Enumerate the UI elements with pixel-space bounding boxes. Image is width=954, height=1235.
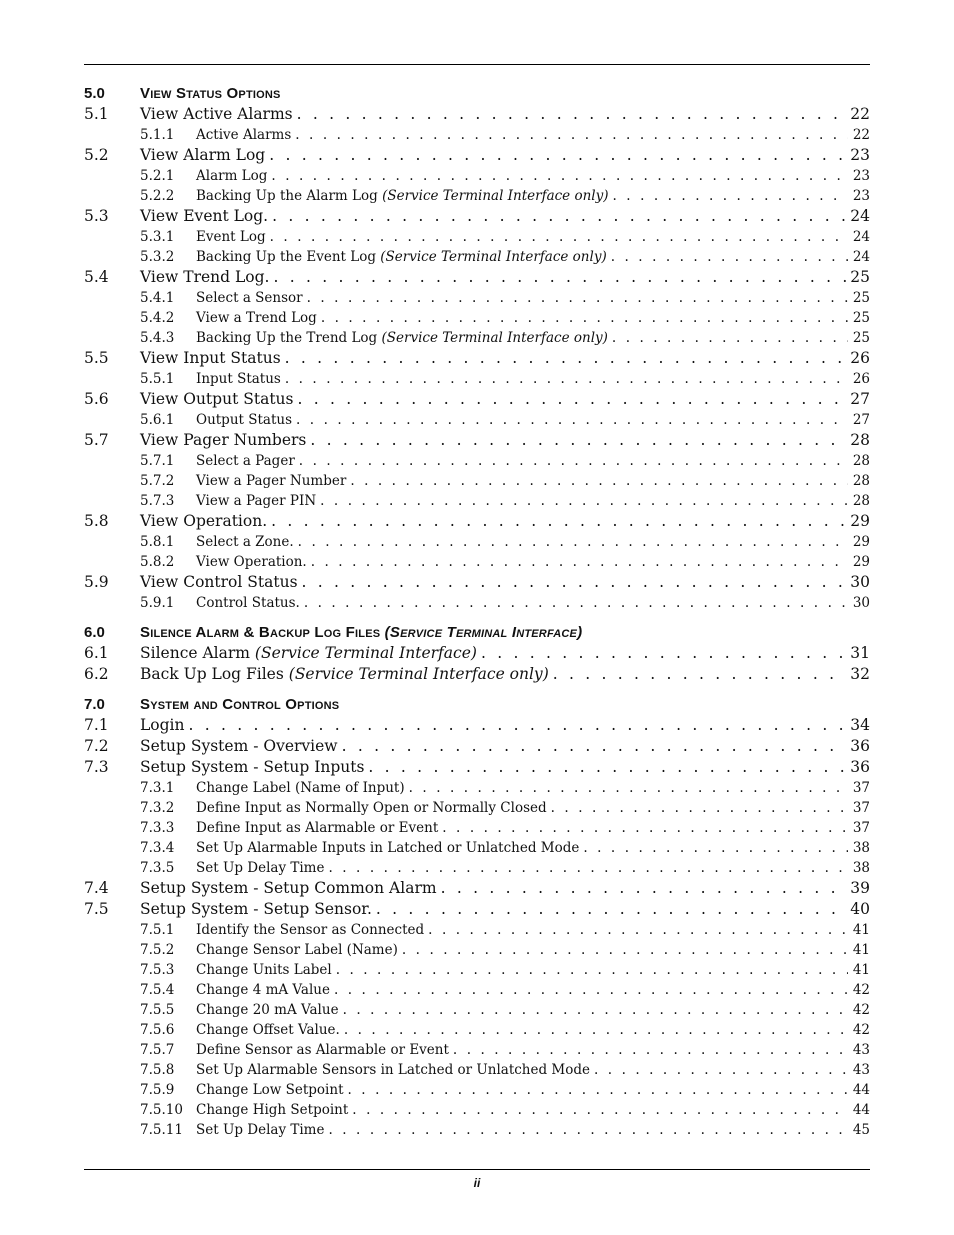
toc-entry-number: 5.4.3	[140, 330, 175, 346]
toc-entry-title: Backing Up the Alarm Log (Service Terminal Interface only)	[196, 188, 609, 204]
dot-leader	[441, 879, 847, 897]
toc-entry-number: 7.5.7	[140, 1042, 175, 1058]
toc-entry-title: Select a Pager	[196, 453, 295, 469]
toc-entry-title: Setup System - Setup Sensor.	[140, 900, 372, 918]
toc-entry-number: 7.5.10	[140, 1102, 183, 1118]
dot-leader	[320, 493, 848, 509]
toc-entry-title: Setup System - Overview	[140, 737, 338, 755]
dot-leader	[307, 290, 848, 306]
toc-entry-number: 5.7.1	[140, 453, 175, 469]
toc-entry-title: View a Trend Log	[196, 310, 317, 326]
toc-entry-title: Change 20 mA Value	[196, 1002, 339, 1018]
toc-entry-page: 44	[852, 1102, 870, 1118]
toc-entry-title: Silence Alarm (Service Terminal Interface)	[140, 644, 477, 662]
toc-entry-page: 25	[852, 310, 870, 326]
toc-entry-number: 7.5.6	[140, 1022, 175, 1038]
toc-entry-page: 41	[852, 962, 870, 978]
toc-entry-number: 5.3.2	[140, 249, 175, 265]
toc-entry[interactable]	[84, 570, 870, 591]
toc-entry-number: 5.2.1	[140, 168, 175, 184]
toc-entry[interactable]	[84, 245, 870, 265]
dot-leader	[271, 512, 846, 530]
toc-entry-number: 7.5.9	[140, 1082, 175, 1098]
toc-entry[interactable]	[84, 1058, 870, 1078]
toc-entry[interactable]	[84, 489, 870, 509]
toc-entry-page: 43	[852, 1062, 870, 1078]
toc-entry-number: 7.3.2	[140, 800, 175, 816]
toc-entry-title: Identify the Sensor as Connected	[196, 922, 425, 938]
toc-entry[interactable]	[84, 938, 870, 958]
toc-entry-number: 5.1	[84, 105, 109, 123]
toc-entry-number: 7.1	[84, 716, 109, 734]
toc-entry-page: 36	[850, 737, 870, 755]
toc-entry-page: 23	[850, 146, 870, 164]
dot-leader	[285, 371, 848, 387]
dot-leader	[613, 188, 849, 204]
toc-entry-title: Change 4 mA Value	[196, 982, 330, 998]
toc-entry-page: 41	[852, 922, 870, 938]
toc-entry-title: Output Status	[196, 412, 293, 428]
toc-entry-number: 7.5.5	[140, 1002, 175, 1018]
toc-entry-page: 28	[852, 453, 870, 469]
toc-entry-title: Change Label (Name of Input)	[196, 780, 405, 796]
toc-entry[interactable]	[84, 978, 870, 998]
dot-leader	[368, 758, 846, 776]
toc-entry-page: 37	[852, 820, 870, 836]
toc-entry-number: 5.8.1	[140, 534, 175, 550]
toc-entry-title: View Active Alarms	[140, 105, 293, 123]
toc-entry-page: 24	[852, 229, 870, 245]
toc-entry-number: 5.7	[84, 431, 109, 449]
toc-entry[interactable]	[84, 713, 870, 734]
dot-leader	[271, 168, 848, 184]
toc-entry-title: Backing Up the Event Log (Service Terminal Interface only)	[196, 249, 607, 265]
toc-entry-title: View Input Status	[140, 349, 281, 367]
toc-entry-page: 26	[850, 349, 870, 367]
toc-entry[interactable]	[84, 918, 870, 938]
toc-entry-title: Change Units Label	[196, 962, 332, 978]
dot-leader	[189, 716, 847, 734]
toc-entry-page: 26	[852, 371, 870, 387]
toc-entry-title: Change High Setpoint	[196, 1102, 349, 1118]
toc-entry-page: 24	[852, 249, 870, 265]
dot-leader	[342, 737, 847, 755]
toc-entry-page: 45	[852, 1122, 870, 1138]
toc-entry-page: 22	[852, 127, 870, 143]
toc-entry-page: 28	[852, 493, 870, 509]
toc-entry-number: 5.4	[84, 268, 109, 286]
toc-entry-title: View Pager Numbers	[140, 431, 307, 449]
toc-entry[interactable]	[84, 876, 870, 897]
toc-entry-number: 5.1.1	[140, 127, 175, 143]
toc-entry-number: 5.2	[84, 146, 109, 164]
toc-entry-page: 38	[852, 840, 870, 856]
dot-leader	[297, 105, 847, 123]
toc-entry-title: View Trend Log.	[140, 268, 270, 286]
toc-entry-qualifier: (Service Terminal Interface only)	[381, 330, 608, 346]
dot-leader	[285, 349, 847, 367]
toc-entry-page: 37	[852, 800, 870, 816]
toc-entry[interactable]	[84, 641, 870, 662]
dot-leader	[453, 1042, 848, 1058]
toc-entry-number: 7.3.4	[140, 840, 175, 856]
toc-entry-page: 25	[852, 290, 870, 306]
toc-entry-title: Define Sensor as Alarmable or Event	[196, 1042, 449, 1058]
dot-leader	[352, 1102, 848, 1118]
toc-entry[interactable]	[84, 123, 870, 143]
toc-entry-title: Set Up Alarmable Sensors in Latched or Unlatched Mode	[196, 1062, 590, 1078]
toc-entry-number: 7.3	[84, 758, 109, 776]
toc-entry-number: 7.5.11	[140, 1122, 183, 1138]
table-of-contents	[84, 78, 870, 1138]
toc-entry[interactable]	[84, 346, 870, 367]
toc-entry-title: Setup System - Setup Common Alarm	[140, 879, 437, 897]
toc-entry-page: 25	[852, 330, 870, 346]
toc-entry-title: Define Input as Alarmable or Event	[196, 820, 439, 836]
toc-entry-number: 7.3.3	[140, 820, 175, 836]
dot-leader	[328, 1122, 848, 1138]
toc-entry[interactable]	[84, 265, 870, 286]
dot-leader	[297, 390, 846, 408]
toc-entry-title: Control Status.	[196, 595, 300, 611]
toc-entry-title: Select a Zone.	[196, 534, 294, 550]
toc-entry-qualifier: (Service Terminal Interface only)	[288, 665, 549, 683]
toc-entry-page: 28	[852, 473, 870, 489]
toc-entry-qualifier: (Service Terminal Interface)	[384, 624, 583, 641]
toc-entry[interactable]	[84, 387, 870, 408]
toc-entry[interactable]	[84, 1078, 870, 1098]
toc-entry-page: 38	[852, 860, 870, 876]
toc-section-heading[interactable]	[84, 617, 870, 641]
toc-entry-qualifier: (Service Terminal Interface only)	[380, 249, 607, 265]
footer-rule	[84, 1169, 870, 1170]
toc-entry[interactable]	[84, 102, 870, 123]
toc-entry-title: View Alarm Log	[140, 146, 266, 164]
toc-entry-qualifier: (Service Terminal Interface)	[254, 644, 477, 662]
toc-entry-number: 6.1	[84, 644, 109, 662]
toc-entry-page: 32	[850, 665, 870, 683]
toc-section-heading[interactable]	[84, 689, 870, 713]
toc-entry-number: 5.4.1	[140, 290, 175, 306]
toc-entry-number: 5.8	[84, 512, 109, 530]
header-rule	[84, 64, 870, 65]
toc-entry-title: Set Up Alarmable Inputs in Latched or Unlatched Mode	[196, 840, 580, 856]
toc-entry-title: View Output Status	[140, 390, 294, 408]
toc-entry[interactable]	[84, 755, 870, 776]
toc-entry[interactable]	[84, 1038, 870, 1058]
toc-entry[interactable]	[84, 306, 870, 326]
dot-leader	[321, 310, 848, 326]
toc-entry-title: Silence Alarm & Backup Log Files (Service Terminal Interface)	[140, 624, 583, 641]
toc-entry-title: Change Offset Value.	[196, 1022, 340, 1038]
dot-leader	[304, 595, 848, 611]
toc-entry[interactable]	[84, 449, 870, 469]
dot-leader	[328, 860, 848, 876]
toc-entry-qualifier: (Service Terminal Interface only)	[382, 188, 609, 204]
toc-entry-title: Input Status	[196, 371, 281, 387]
dot-leader	[298, 534, 848, 550]
toc-entry-page: 29	[852, 534, 870, 550]
toc-entry-page: 31	[850, 644, 870, 662]
toc-entry[interactable]	[84, 204, 870, 225]
toc-entry-number: 7.5.1	[140, 922, 175, 938]
toc-entry[interactable]	[84, 796, 870, 816]
toc-entry-page: 23	[852, 168, 870, 184]
toc-entry[interactable]	[84, 1018, 870, 1038]
toc-entry-number: 5.3	[84, 207, 109, 225]
toc-entry[interactable]	[84, 367, 870, 387]
dot-leader	[583, 840, 848, 856]
dot-leader	[344, 1022, 848, 1038]
dot-leader	[343, 1002, 848, 1018]
toc-entry[interactable]	[84, 662, 870, 683]
toc-entry[interactable]	[84, 184, 870, 204]
toc-entry-page: 25	[850, 268, 870, 286]
toc-entry-number: 7.4	[84, 879, 109, 897]
dot-leader	[295, 127, 848, 143]
toc-entry-number: 5.4.2	[140, 310, 175, 326]
toc-entry[interactable]	[84, 856, 870, 876]
toc-entry[interactable]	[84, 164, 870, 184]
toc-entry-page: 37	[852, 780, 870, 796]
toc-entry[interactable]	[84, 816, 870, 836]
toc-entry-title: Backing Up the Trend Log (Service Terminal Interface only)	[196, 330, 608, 346]
toc-entry-number: 6.0	[84, 624, 105, 641]
toc-entry[interactable]	[84, 836, 870, 856]
dot-leader	[481, 644, 846, 662]
toc-entry-page: 43	[852, 1042, 870, 1058]
dot-leader	[270, 229, 848, 245]
dot-leader	[310, 431, 846, 449]
toc-entry[interactable]	[84, 286, 870, 306]
toc-entry-page: 34	[850, 716, 870, 734]
dot-leader	[551, 800, 848, 816]
toc-section-heading[interactable]	[84, 78, 870, 102]
toc-entry-number: 5.7.3	[140, 493, 175, 509]
toc-entry[interactable]	[84, 776, 870, 796]
page-number: ii	[473, 1176, 481, 1190]
toc-entry-page: 23	[852, 188, 870, 204]
toc-entry-page: 42	[852, 1022, 870, 1038]
toc-entry-number: 7.0	[84, 696, 105, 713]
toc-entry-number: 5.6	[84, 390, 109, 408]
dot-leader	[611, 249, 848, 265]
toc-entry[interactable]	[84, 143, 870, 164]
dot-leader	[334, 982, 848, 998]
toc-entry-page: 24	[850, 207, 870, 225]
toc-entry-page: 29	[852, 554, 870, 570]
dot-leader	[311, 554, 848, 570]
toc-entry-number: 5.6.1	[140, 412, 175, 428]
dot-leader	[402, 942, 848, 958]
toc-entry-page: 41	[852, 942, 870, 958]
toc-entry-number: 5.9	[84, 573, 109, 591]
toc-entry[interactable]	[84, 326, 870, 346]
toc-entry-page: 29	[850, 512, 870, 530]
toc-entry-number: 5.2.2	[140, 188, 175, 204]
toc-entry-title: View a Pager PIN	[196, 493, 317, 509]
toc-entry-title: Back Up Log Files (Service Terminal Interface only)	[140, 665, 549, 683]
toc-entry[interactable]	[84, 509, 870, 530]
dot-leader	[612, 330, 848, 346]
toc-entry-page: 22	[850, 105, 870, 123]
toc-entry-number: 5.7.2	[140, 473, 175, 489]
toc-entry-page: 27	[852, 412, 870, 428]
toc-entry-title: View Control Status	[140, 573, 298, 591]
dot-leader	[553, 665, 847, 683]
toc-entry-page: 27	[850, 390, 870, 408]
toc-entry-page: 39	[850, 879, 870, 897]
dot-leader	[348, 1082, 849, 1098]
toc-entry-number: 7.5.2	[140, 942, 175, 958]
toc-entry-title: View Status Options	[140, 85, 281, 102]
toc-entry-title: Alarm Log	[196, 168, 268, 184]
toc-entry-title: Select a Sensor	[196, 290, 303, 306]
toc-entry-number: 5.3.1	[140, 229, 175, 245]
toc-entry[interactable]	[84, 469, 870, 489]
dot-leader	[273, 268, 846, 286]
dot-leader	[269, 146, 846, 164]
toc-entry-title: Change Sensor Label (Name)	[196, 942, 398, 958]
dot-leader	[302, 573, 847, 591]
toc-entry-title: View Operation.	[196, 554, 307, 570]
toc-entry-number: 7.5	[84, 900, 109, 918]
dot-leader	[594, 1062, 848, 1078]
toc-entry-number: 7.3.1	[140, 780, 175, 796]
toc-entry-page: 44	[852, 1082, 870, 1098]
toc-entry-number: 7.5.8	[140, 1062, 175, 1078]
toc-entry-title: System and Control Options	[140, 696, 340, 713]
toc-entry-title: View Operation.	[140, 512, 268, 530]
toc-entry[interactable]	[84, 530, 870, 550]
toc-entry-number: 7.2	[84, 737, 109, 755]
toc-entry-title: Active Alarms	[196, 127, 292, 143]
toc-entry-number: 5.5	[84, 349, 109, 367]
toc-entry[interactable]	[84, 998, 870, 1018]
toc-entry-title: Define Input as Normally Open or Normally Closed	[196, 800, 547, 816]
toc-entry-title: View a Pager Number	[196, 473, 347, 489]
dot-leader	[296, 412, 848, 428]
toc-entry-title: Change Low Setpoint	[196, 1082, 344, 1098]
toc-entry[interactable]	[84, 225, 870, 245]
toc-entry[interactable]	[84, 734, 870, 755]
toc-entry-number: 5.0	[84, 85, 105, 102]
toc-entry[interactable]	[84, 897, 870, 918]
toc-entry-page: 42	[852, 982, 870, 998]
toc-entry-page: 30	[852, 595, 870, 611]
toc-entry-page: 30	[850, 573, 870, 591]
toc-entry-title: Set Up Delay Time	[196, 860, 325, 876]
toc-entry-page: 40	[850, 900, 870, 918]
toc-entry[interactable]	[84, 550, 870, 570]
dot-leader	[376, 900, 846, 918]
dot-leader	[350, 473, 848, 489]
toc-entry-number: 5.8.2	[140, 554, 175, 570]
toc-entry[interactable]	[84, 428, 870, 449]
dot-leader	[272, 207, 846, 225]
dot-leader	[428, 922, 848, 938]
toc-entry-title: View Event Log.	[140, 207, 269, 225]
dot-leader	[336, 962, 848, 978]
dot-leader	[409, 780, 848, 796]
toc-entry[interactable]	[84, 958, 870, 978]
toc-entry-number: 6.2	[84, 665, 109, 683]
toc-entry-page: 28	[850, 431, 870, 449]
toc-entry-title: Event Log	[196, 229, 266, 245]
toc-entry-number: 7.5.4	[140, 982, 175, 998]
toc-entry[interactable]	[84, 591, 870, 611]
toc-entry-title: Set Up Delay Time	[196, 1122, 325, 1138]
toc-entry-number: 5.9.1	[140, 595, 175, 611]
toc-entry-number: 5.5.1	[140, 371, 175, 387]
toc-entry-page: 36	[850, 758, 870, 776]
dot-leader	[299, 453, 848, 469]
toc-entry-page: 42	[852, 1002, 870, 1018]
toc-entry[interactable]	[84, 1098, 870, 1118]
toc-entry-title: Setup System - Setup Inputs	[140, 758, 365, 776]
toc-entry-number: 7.3.5	[140, 860, 175, 876]
toc-entry[interactable]	[84, 1118, 870, 1138]
toc-entry-title: Login	[140, 716, 185, 734]
toc-entry-number: 7.5.3	[140, 962, 175, 978]
toc-entry[interactable]	[84, 408, 870, 428]
dot-leader	[442, 820, 848, 836]
